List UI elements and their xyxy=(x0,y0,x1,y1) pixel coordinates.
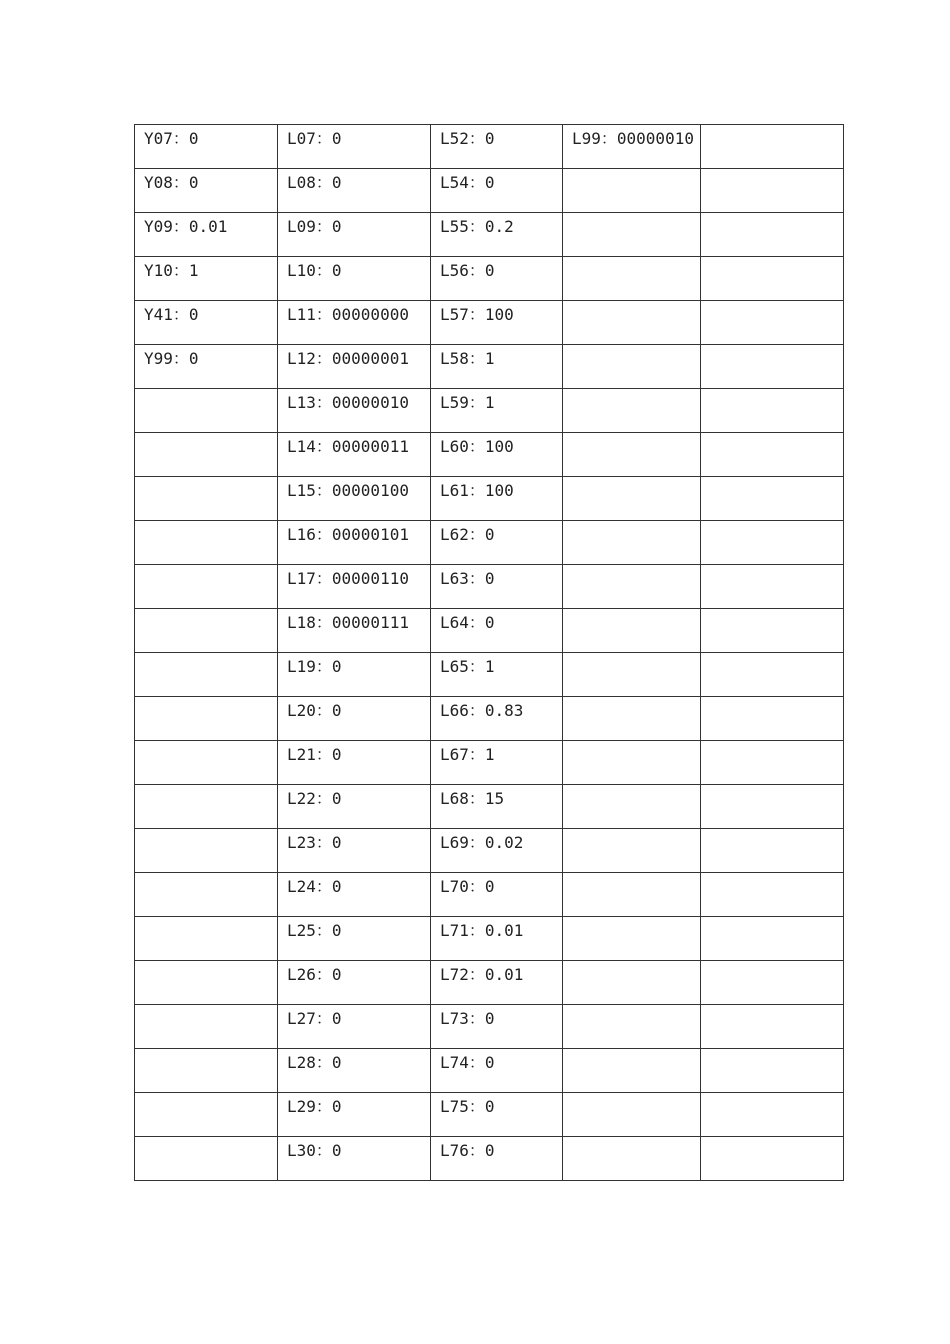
table-cell: L12：00000001 xyxy=(278,345,431,389)
table-row xyxy=(135,345,844,389)
table-cell: L17：00000110 xyxy=(278,565,431,609)
table-cell: L19：0 xyxy=(278,653,431,697)
table-cell: L09：0 xyxy=(278,213,431,257)
table-cell xyxy=(563,961,701,1005)
table-cell xyxy=(563,433,701,477)
table-cell xyxy=(135,741,278,785)
table-cell xyxy=(135,873,278,917)
table-cell xyxy=(563,917,701,961)
table-cell xyxy=(563,1049,701,1093)
table-row xyxy=(135,257,844,301)
table-row xyxy=(135,169,844,213)
table-row xyxy=(135,961,844,1005)
table-cell: L63：0 xyxy=(431,565,563,609)
table-cell xyxy=(563,1005,701,1049)
table-cell: L26：0 xyxy=(278,961,431,1005)
table-cell: L69：0.02 xyxy=(431,829,563,873)
table-cell: L67：1 xyxy=(431,741,563,785)
table-cell: L55：0.2 xyxy=(431,213,563,257)
table-cell xyxy=(135,389,278,433)
table-cell xyxy=(563,653,701,697)
table-cell xyxy=(701,169,844,213)
table-row xyxy=(135,125,844,169)
table-cell: L99：00000010 xyxy=(563,125,701,169)
table-cell xyxy=(563,213,701,257)
table-cell xyxy=(135,1005,278,1049)
table-cell xyxy=(701,917,844,961)
table-cell xyxy=(563,169,701,213)
table-cell xyxy=(135,1049,278,1093)
table-cell: L61：100 xyxy=(431,477,563,521)
table-cell: L22：0 xyxy=(278,785,431,829)
table-cell: L73：0 xyxy=(431,1005,563,1049)
table-cell xyxy=(701,433,844,477)
parameter-table xyxy=(134,124,844,1181)
table-cell: L56：0 xyxy=(431,257,563,301)
table-cell: L57：100 xyxy=(431,301,563,345)
table-cell: L30：0 xyxy=(278,1137,431,1181)
table-cell: L10：0 xyxy=(278,257,431,301)
table-cell xyxy=(135,565,278,609)
table-cell xyxy=(701,345,844,389)
table-cell: L25：0 xyxy=(278,917,431,961)
table-cell xyxy=(563,873,701,917)
table-cell xyxy=(135,1093,278,1137)
table-cell xyxy=(563,521,701,565)
table-cell: L65：1 xyxy=(431,653,563,697)
table-cell: L28：0 xyxy=(278,1049,431,1093)
table-row xyxy=(135,653,844,697)
table-cell: L74：0 xyxy=(431,1049,563,1093)
table-row xyxy=(135,565,844,609)
table-cell xyxy=(135,1137,278,1181)
table-cell: L14：00000011 xyxy=(278,433,431,477)
table-cell: L20：0 xyxy=(278,697,431,741)
table-cell xyxy=(563,1093,701,1137)
table-cell xyxy=(701,257,844,301)
table-cell: L15：00000100 xyxy=(278,477,431,521)
table-cell: L29：0 xyxy=(278,1093,431,1137)
table-cell xyxy=(135,917,278,961)
table-cell: L13：00000010 xyxy=(278,389,431,433)
table-row xyxy=(135,389,844,433)
table-cell: Y09：0.01 xyxy=(135,213,278,257)
table-cell xyxy=(135,609,278,653)
table-cell: Y99：0 xyxy=(135,345,278,389)
table-cell: L16：00000101 xyxy=(278,521,431,565)
table-cell xyxy=(701,785,844,829)
table-cell: L72：0.01 xyxy=(431,961,563,1005)
table-row xyxy=(135,1049,844,1093)
table-cell xyxy=(563,389,701,433)
table-cell xyxy=(563,257,701,301)
table-cell: L07：0 xyxy=(278,125,431,169)
table-cell: L70：0 xyxy=(431,873,563,917)
table-row xyxy=(135,609,844,653)
table-cell xyxy=(701,125,844,169)
table-cell: L21：0 xyxy=(278,741,431,785)
table-cell xyxy=(563,741,701,785)
table-cell xyxy=(135,521,278,565)
table-cell: L18：00000111 xyxy=(278,609,431,653)
table-cell: L23：0 xyxy=(278,829,431,873)
table-cell xyxy=(563,301,701,345)
table-cell xyxy=(701,1093,844,1137)
table-cell xyxy=(563,345,701,389)
table-cell: Y41：0 xyxy=(135,301,278,345)
table-cell: L76：0 xyxy=(431,1137,563,1181)
table-cell: L68：15 xyxy=(431,785,563,829)
table-cell: L66：0.83 xyxy=(431,697,563,741)
table-cell: L71：0.01 xyxy=(431,917,563,961)
table-cell xyxy=(701,609,844,653)
table-cell xyxy=(563,829,701,873)
table-cell xyxy=(701,477,844,521)
table-row xyxy=(135,477,844,521)
table-row xyxy=(135,301,844,345)
table-row xyxy=(135,917,844,961)
table-cell xyxy=(135,477,278,521)
table-cell xyxy=(563,565,701,609)
table-cell xyxy=(563,697,701,741)
table-row xyxy=(135,785,844,829)
table-row xyxy=(135,829,844,873)
table-cell xyxy=(563,609,701,653)
table-cell xyxy=(701,213,844,257)
table-cell xyxy=(135,433,278,477)
table-cell: Y07：0 xyxy=(135,125,278,169)
table-cell xyxy=(701,961,844,1005)
table-row xyxy=(135,1093,844,1137)
table-cell xyxy=(701,697,844,741)
table-cell: L75：0 xyxy=(431,1093,563,1137)
table-cell xyxy=(701,741,844,785)
table-cell: L11：00000000 xyxy=(278,301,431,345)
table-cell: L08：0 xyxy=(278,169,431,213)
table-cell: L54：0 xyxy=(431,169,563,213)
table-cell xyxy=(563,785,701,829)
table-row xyxy=(135,697,844,741)
table-cell: L62：0 xyxy=(431,521,563,565)
table-cell xyxy=(563,1137,701,1181)
table-cell xyxy=(701,521,844,565)
table-cell xyxy=(135,829,278,873)
table-cell xyxy=(701,653,844,697)
table-cell: Y10：1 xyxy=(135,257,278,301)
table-cell xyxy=(701,1137,844,1181)
table-cell xyxy=(701,565,844,609)
table-cell xyxy=(563,477,701,521)
table-cell xyxy=(135,961,278,1005)
table-cell xyxy=(701,873,844,917)
table-cell: L52：0 xyxy=(431,125,563,169)
table-cell xyxy=(135,785,278,829)
table-cell xyxy=(701,1049,844,1093)
table-cell xyxy=(701,829,844,873)
table-cell xyxy=(135,697,278,741)
table-cell: Y08：0 xyxy=(135,169,278,213)
table-cell xyxy=(701,301,844,345)
table-row xyxy=(135,873,844,917)
table-row xyxy=(135,521,844,565)
table-cell xyxy=(135,653,278,697)
table-row xyxy=(135,741,844,785)
table-row xyxy=(135,213,844,257)
table-cell xyxy=(701,389,844,433)
table-cell: L58：1 xyxy=(431,345,563,389)
table-cell: L27：0 xyxy=(278,1005,431,1049)
table-cell: L24：0 xyxy=(278,873,431,917)
table-row xyxy=(135,1005,844,1049)
parameter-table-body xyxy=(135,125,844,1181)
table-cell: L60：100 xyxy=(431,433,563,477)
table-row xyxy=(135,433,844,477)
table-cell: L59：1 xyxy=(431,389,563,433)
table-cell: L64：0 xyxy=(431,609,563,653)
table-row xyxy=(135,1137,844,1181)
table-cell xyxy=(701,1005,844,1049)
